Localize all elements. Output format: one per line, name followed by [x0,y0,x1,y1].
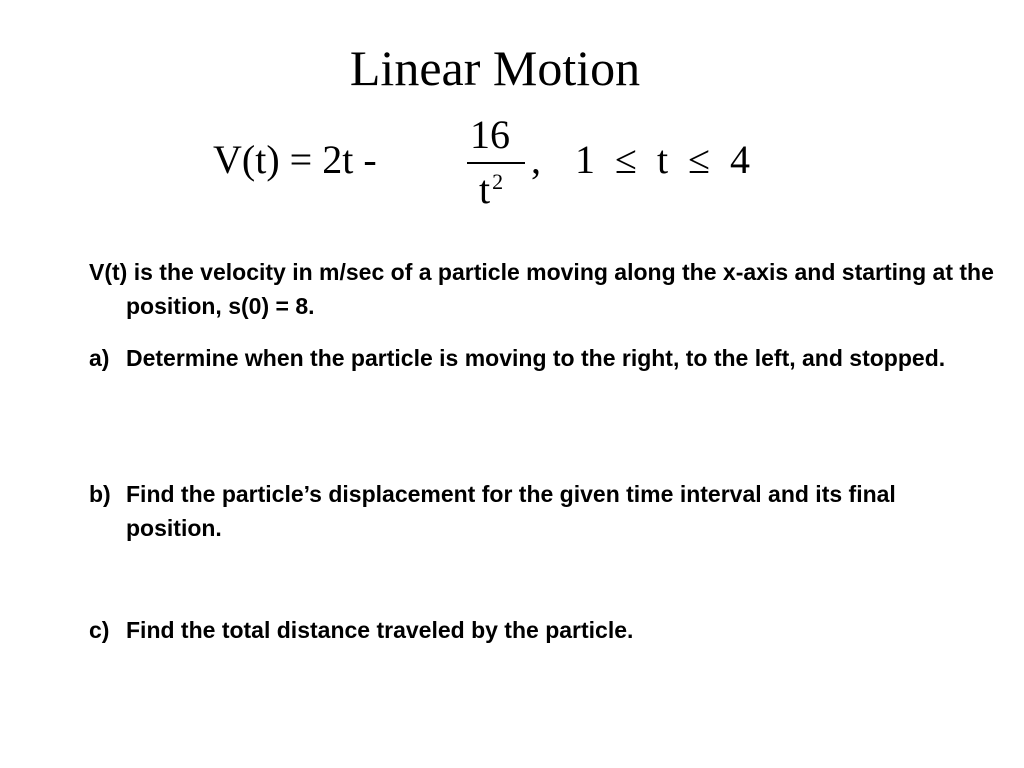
denominator-base: t [479,167,491,212]
question-a-label: a) [89,345,110,371]
fraction-numerator: 16 [470,112,510,157]
denominator-exponent: 2 [492,169,504,194]
question-c-text: Find the total distance traveled by the particle. [126,617,634,643]
leq-symbol-2: ≤ [688,137,711,182]
fraction-denominator [479,167,504,216]
question-c-label: c) [89,617,110,643]
range-variable: t [656,137,669,182]
equation-lhs: V(t) = 2t - [213,137,377,182]
question-c [89,613,969,647]
question-a-text: Determine when the particle is moving to the right, to the left, and stopped. [126,345,946,371]
problem-intro: V(t) is the velocity in m/sec of a particle moving along the x-axis and starting at the position, s(0) = 8. [89,259,994,319]
velocity-equation [213,112,833,215]
equation-domain [575,137,751,182]
range-low: 1 [575,137,595,182]
question-b [89,477,969,545]
slide-title: Linear Motion [349,40,641,96]
question-b-label: b) [89,481,111,507]
range-high: 4 [730,137,751,182]
equation-comma: , [531,137,541,182]
question-a [89,341,969,375]
fraction-bar [467,162,525,164]
question-b-text: Find the particle’s displacement for the given time interval and its final position. [126,481,896,541]
leq-symbol-1: ≤ [615,137,637,182]
